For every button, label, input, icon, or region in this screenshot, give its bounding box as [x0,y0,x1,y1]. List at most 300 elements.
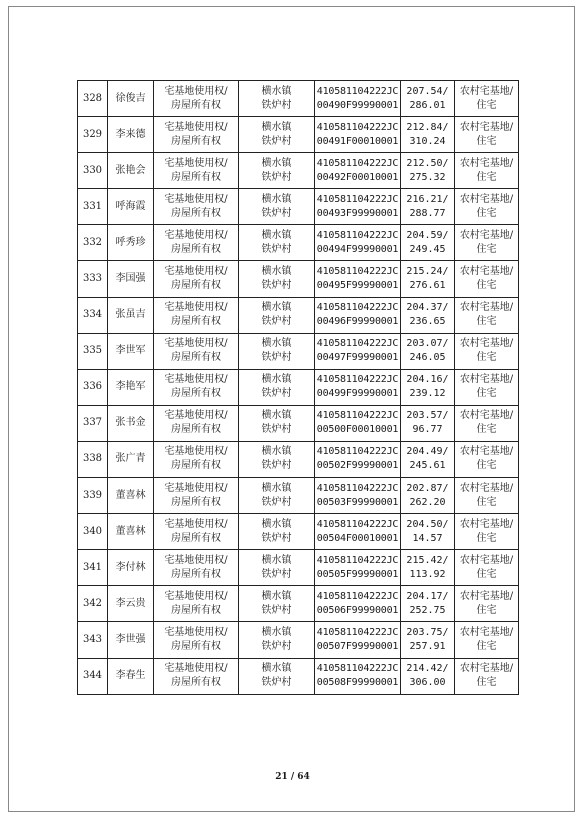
owner-name-text: 徐俊吉 [115,92,146,104]
area-cell [401,297,455,333]
row-number-cell [78,189,108,225]
parcel-code-cell [315,225,401,261]
parcel-code-text: 00491F00010001 [316,135,399,147]
right-type-text: 房屋所有权 [171,207,221,219]
parcel-code-text: 410581104222JC [316,157,399,169]
row-number-text: 338 [82,453,103,465]
parcel-code-cell [315,333,401,369]
right-type-text: 房屋所有权 [171,677,221,689]
parcel-code-cell [315,514,401,550]
area-text: 203.75/ [406,626,449,638]
land-use-text: 农村宅基地/ [459,193,514,205]
location-text: 铁炉村 [261,604,292,616]
land-use-text: 农村宅基地/ [459,121,514,133]
owner-name-cell [108,333,154,369]
parcel-code-text: 410581104222JC [316,446,399,458]
owner-name-text: 呼海霞 [115,200,146,212]
right-type-text: 宅基地使用权/ [164,482,228,494]
right-type-cell [154,478,239,514]
land-use-text: 住宅 [476,352,497,364]
owner-name-text: 李国强 [115,273,146,285]
parcel-code-text: 410581104222JC [316,374,399,386]
records-table-body [78,81,519,695]
parcel-code-text: 00496F99990001 [316,316,399,328]
owner-name-text: 李世强 [115,633,146,645]
parcel-code-text: 00495F99990001 [316,280,399,292]
area-text: 310.24 [409,135,446,147]
parcel-code-text: 00506F99990001 [316,604,399,616]
location-cell [239,405,315,441]
area-text: 275.32 [409,171,446,183]
right-type-text: 房屋所有权 [171,460,221,472]
land-use-text: 住宅 [476,496,497,508]
right-type-cell [154,622,239,658]
land-use-text: 农村宅基地/ [459,518,514,530]
right-type-text: 宅基地使用权/ [164,518,228,530]
table-row [78,622,519,658]
right-type-text: 房屋所有权 [171,388,221,400]
owner-name-cell [108,153,154,189]
location-cell [239,586,315,622]
owner-name-text: 李春生 [115,670,146,682]
land-use-text: 住宅 [476,135,497,147]
area-cell [401,153,455,189]
owner-name-text: 张书金 [115,417,146,429]
area-cell [401,658,455,694]
owner-name-text: 董喜林 [115,489,146,501]
area-text: 215.24/ [406,266,449,278]
right-type-cell [154,514,239,550]
location-text: 铁炉村 [261,243,292,255]
location-cell [239,153,315,189]
land-use-cell [455,117,519,153]
location-cell [239,333,315,369]
owner-name-text: 董喜林 [115,525,146,537]
owner-name-cell [108,441,154,477]
right-type-text: 宅基地使用权/ [164,229,228,241]
owner-name-text: 李云贵 [115,597,146,609]
owner-name-cell [108,658,154,694]
row-number-cell [78,478,108,514]
row-number-text: 337 [82,417,103,429]
parcel-code-cell [315,550,401,586]
location-text: 横水镇 [261,229,292,241]
land-use-cell [455,658,519,694]
parcel-code-text: 00499F99990001 [316,388,399,400]
land-use-text: 住宅 [476,604,497,616]
area-text: 306.00 [409,677,446,689]
area-text: 204.37/ [406,302,449,314]
parcel-code-cell [315,117,401,153]
parcel-code-text: 00508F99990001 [316,677,399,689]
row-number-text: 341 [82,561,103,573]
owner-name-cell [108,81,154,117]
right-type-text: 宅基地使用权/ [164,626,228,638]
land-use-text: 农村宅基地/ [459,266,514,278]
right-type-cell [154,153,239,189]
area-text: 14.57 [412,532,443,544]
area-cell [401,550,455,586]
table-row [78,189,519,225]
owner-name-cell [108,189,154,225]
right-type-text: 房屋所有权 [171,99,221,111]
location-cell [239,658,315,694]
right-type-text: 房屋所有权 [171,496,221,508]
location-cell [239,369,315,405]
table-row [78,225,519,261]
location-text: 铁炉村 [261,640,292,652]
land-use-text: 农村宅基地/ [459,590,514,602]
parcel-code-text: 00493F99990001 [316,207,399,219]
parcel-code-cell [315,586,401,622]
land-use-text: 住宅 [476,99,497,111]
land-use-text: 住宅 [476,568,497,580]
table-row [78,441,519,477]
right-type-text: 房屋所有权 [171,532,221,544]
row-number-text: 332 [82,236,103,248]
area-cell [401,405,455,441]
owner-name-cell [108,514,154,550]
land-use-cell [455,441,519,477]
location-text: 铁炉村 [261,460,292,472]
right-type-text: 房屋所有权 [171,243,221,255]
page-number: 21 / 64 [275,772,310,782]
owner-name-cell [108,225,154,261]
owner-name-cell [108,369,154,405]
location-text: 横水镇 [261,554,292,566]
location-text: 横水镇 [261,482,292,494]
location-text: 铁炉村 [261,135,292,147]
land-use-cell [455,225,519,261]
owner-name-cell [108,550,154,586]
parcel-code-text: 410581104222JC [316,663,399,675]
area-cell [401,333,455,369]
location-cell [239,81,315,117]
right-type-text: 宅基地使用权/ [164,338,228,350]
area-text: 239.12 [409,388,446,400]
area-text: 202.87/ [406,482,449,494]
location-text: 横水镇 [261,374,292,386]
area-text: 245.61 [409,460,446,472]
parcel-code-cell [315,189,401,225]
area-cell [401,369,455,405]
location-text: 横水镇 [261,338,292,350]
location-text: 横水镇 [261,85,292,97]
area-text: 204.16/ [406,374,449,386]
land-use-cell [455,81,519,117]
parcel-code-cell [315,261,401,297]
land-use-cell [455,514,519,550]
land-use-cell [455,405,519,441]
land-use-text: 住宅 [476,424,497,436]
area-text: 215.42/ [406,554,449,566]
land-use-text: 住宅 [476,460,497,472]
right-type-cell [154,333,239,369]
area-text: 236.65 [409,316,446,328]
row-number-text: 342 [82,597,103,609]
owner-name-text: 张广青 [115,453,146,465]
area-text: 214.42/ [406,663,449,675]
row-number-text: 331 [82,200,103,212]
area-text: 203.57/ [406,410,449,422]
land-use-cell [455,189,519,225]
area-text: 203.07/ [406,338,449,350]
row-number-text: 328 [82,92,103,104]
row-number-cell [78,550,108,586]
owner-name-cell [108,297,154,333]
right-type-text: 宅基地使用权/ [164,446,228,458]
owner-name-cell [108,405,154,441]
row-number-cell [78,81,108,117]
area-cell [401,478,455,514]
parcel-code-text: 410581104222JC [316,121,399,133]
owner-name-text: 呼秀珍 [115,236,146,248]
right-type-text: 宅基地使用权/ [164,663,228,675]
parcel-code-cell [315,297,401,333]
area-text: 249.45 [409,243,446,255]
right-type-text: 房屋所有权 [171,280,221,292]
area-text: 204.59/ [406,229,449,241]
land-use-text: 农村宅基地/ [459,157,514,169]
table-row [78,117,519,153]
right-type-text: 宅基地使用权/ [164,554,228,566]
owner-name-text: 李艳军 [115,381,146,393]
land-use-cell [455,297,519,333]
area-text: 212.84/ [406,121,449,133]
row-number-text: 335 [82,345,103,357]
right-type-text: 宅基地使用权/ [164,193,228,205]
row-number-text: 334 [82,309,103,321]
parcel-code-text: 00502F99990001 [316,460,399,472]
land-use-cell [455,153,519,189]
parcel-code-text: 00500F00010001 [316,424,399,436]
right-type-cell [154,189,239,225]
row-number-cell [78,622,108,658]
parcel-code-text: 00494F99990001 [316,243,399,255]
row-number-cell [78,225,108,261]
right-type-text: 宅基地使用权/ [164,374,228,386]
table-row [78,333,519,369]
right-type-cell [154,550,239,586]
row-number-cell [78,658,108,694]
parcel-code-text: 410581104222JC [316,626,399,638]
area-text: 246.05 [409,352,446,364]
area-text: 276.61 [409,280,446,292]
table-row [78,550,519,586]
right-type-cell [154,441,239,477]
land-use-text: 住宅 [476,316,497,328]
area-text: 113.92 [409,568,446,580]
right-type-text: 宅基地使用权/ [164,590,228,602]
land-use-text: 农村宅基地/ [459,338,514,350]
parcel-code-cell [315,622,401,658]
area-text: 252.75 [409,604,446,616]
location-cell [239,441,315,477]
owner-name-cell [108,117,154,153]
land-use-cell [455,622,519,658]
location-text: 铁炉村 [261,568,292,580]
location-text: 铁炉村 [261,171,292,183]
land-use-text: 住宅 [476,207,497,219]
row-number-text: 344 [82,670,103,682]
parcel-code-text: 410581104222JC [316,410,399,422]
row-number-cell [78,297,108,333]
area-cell [401,622,455,658]
land-use-text: 农村宅基地/ [459,374,514,386]
land-use-text: 住宅 [476,532,497,544]
location-text: 铁炉村 [261,207,292,219]
row-number-cell [78,261,108,297]
location-text: 横水镇 [261,590,292,602]
row-number-cell [78,514,108,550]
parcel-code-cell [315,369,401,405]
area-text: 207.54/ [406,85,449,97]
owner-name-text: 张虽吉 [115,309,146,321]
right-type-cell [154,297,239,333]
row-number-cell [78,117,108,153]
parcel-code-cell [315,658,401,694]
location-cell [239,550,315,586]
right-type-cell [154,225,239,261]
parcel-code-text: 410581104222JC [316,590,399,602]
table-row [78,297,519,333]
right-type-cell [154,405,239,441]
land-use-text: 住宅 [476,171,497,183]
right-type-cell [154,586,239,622]
right-type-text: 宅基地使用权/ [164,85,228,97]
parcel-code-text: 410581104222JC [316,302,399,314]
location-cell [239,514,315,550]
land-use-text: 住宅 [476,640,497,652]
area-cell [401,586,455,622]
right-type-text: 宅基地使用权/ [164,266,228,278]
area-cell [401,81,455,117]
table-row [78,658,519,694]
parcel-code-text: 00504F00010001 [316,532,399,544]
parcel-code-text: 410581104222JC [316,338,399,350]
right-type-cell [154,369,239,405]
right-type-text: 房屋所有权 [171,568,221,580]
land-use-text: 农村宅基地/ [459,302,514,314]
land-use-cell [455,369,519,405]
area-cell [401,261,455,297]
right-type-text: 房屋所有权 [171,171,221,183]
land-use-text: 农村宅基地/ [459,446,514,458]
land-use-cell [455,586,519,622]
area-cell [401,225,455,261]
area-text: 96.77 [412,424,443,436]
parcel-code-text: 00507F99990001 [316,640,399,652]
parcel-code-text: 00505F99990001 [316,568,399,580]
row-number-text: 333 [82,273,103,285]
area-text: 204.49/ [406,446,449,458]
location-cell [239,117,315,153]
land-use-text: 农村宅基地/ [459,229,514,241]
land-use-text: 农村宅基地/ [459,554,514,566]
right-type-text: 房屋所有权 [171,352,221,364]
parcel-code-cell [315,153,401,189]
location-text: 横水镇 [261,446,292,458]
location-text: 铁炉村 [261,352,292,364]
location-text: 横水镇 [261,626,292,638]
table-row [78,153,519,189]
right-type-text: 房屋所有权 [171,604,221,616]
location-text: 横水镇 [261,121,292,133]
row-number-cell [78,586,108,622]
land-use-cell [455,550,519,586]
table-row [78,405,519,441]
right-type-cell [154,261,239,297]
land-use-text: 农村宅基地/ [459,626,514,638]
owner-name-cell [108,261,154,297]
right-type-text: 宅基地使用权/ [164,302,228,314]
table-row [78,586,519,622]
owner-name-text: 李来德 [115,128,146,140]
land-use-text: 住宅 [476,280,497,292]
parcel-code-cell [315,405,401,441]
owner-name-cell [108,478,154,514]
parcel-code-text: 410581104222JC [316,229,399,241]
parcel-code-text: 00492F00010001 [316,171,399,183]
row-number-text: 343 [82,633,103,645]
location-cell [239,297,315,333]
table-row [78,261,519,297]
owner-name-text: 李世军 [115,345,146,357]
land-use-text: 住宅 [476,243,497,255]
parcel-code-cell [315,441,401,477]
table-row [78,514,519,550]
owner-name-cell [108,586,154,622]
parcel-code-text: 410581104222JC [316,554,399,566]
parcel-code-text: 410581104222JC [316,482,399,494]
area-text: 286.01 [409,99,446,111]
row-number-text: 336 [82,381,103,393]
area-cell [401,514,455,550]
table-row [78,478,519,514]
land-use-text: 住宅 [476,388,497,400]
location-cell [239,225,315,261]
location-text: 横水镇 [261,157,292,169]
location-text: 铁炉村 [261,280,292,292]
location-cell [239,261,315,297]
land-use-text: 农村宅基地/ [459,663,514,675]
row-number-cell [78,441,108,477]
area-text: 257.91 [409,640,446,652]
parcel-code-cell [315,81,401,117]
land-use-text: 住宅 [476,677,497,689]
area-cell [401,189,455,225]
row-number-text: 329 [82,128,103,140]
right-type-text: 房屋所有权 [171,424,221,436]
location-cell [239,478,315,514]
location-text: 铁炉村 [261,388,292,400]
right-type-text: 房屋所有权 [171,135,221,147]
parcel-code-text: 410581104222JC [316,518,399,530]
parcel-code-text: 410581104222JC [316,85,399,97]
location-text: 铁炉村 [261,677,292,689]
right-type-cell [154,658,239,694]
location-text: 铁炉村 [261,316,292,328]
location-text: 横水镇 [261,266,292,278]
location-cell [239,189,315,225]
right-type-text: 房屋所有权 [171,316,221,328]
location-text: 横水镇 [261,193,292,205]
right-type-text: 宅基地使用权/ [164,410,228,422]
area-text: 204.50/ [406,518,449,530]
right-type-text: 房屋所有权 [171,640,221,652]
location-text: 横水镇 [261,663,292,675]
parcel-code-cell [315,478,401,514]
